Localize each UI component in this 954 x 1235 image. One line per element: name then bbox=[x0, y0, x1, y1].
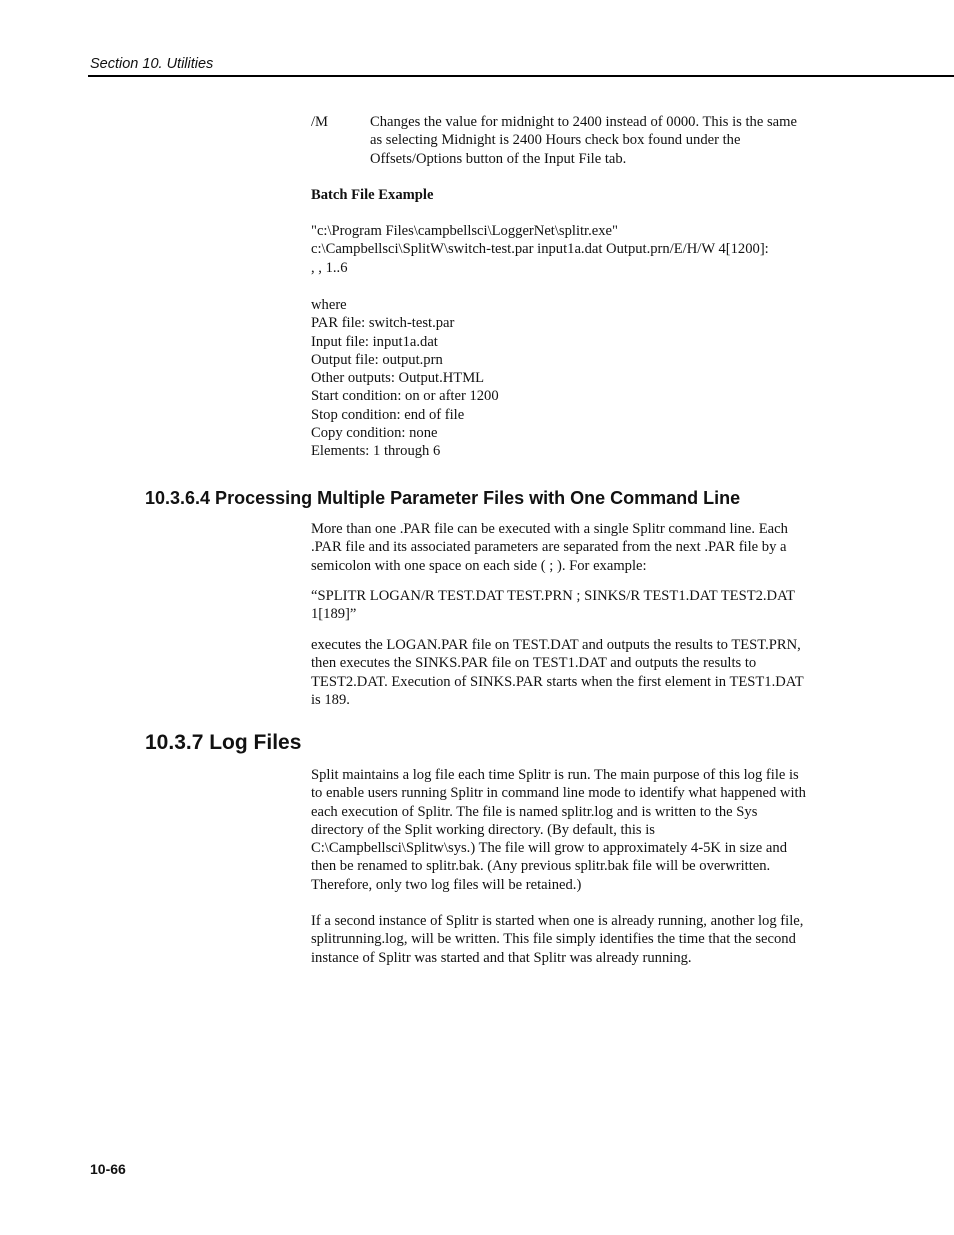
command-line-2: c:\Campbellsci\SplitW\switch-test.par input1a.dat Output.prn/E/H/W 4[1200]: bbox=[311, 241, 769, 258]
heading-10-3-6-4: 10.3.6.4 Processing Multiple Parameter Files with One Command Line bbox=[145, 488, 741, 508]
where-line: Copy condition: none bbox=[311, 425, 438, 442]
where-line: Output file: output.prn bbox=[311, 351, 443, 368]
running-header: Section 10. Utilities bbox=[90, 56, 214, 72]
page-number: 10-66 bbox=[90, 1161, 126, 1177]
example-command: “SPLITR LOGAN/R TEST.DAT TEST.PRN ; SINKS/R TEST1.DAT TEST2.DAT 1[189]” bbox=[311, 588, 795, 623]
command-line-3: , , 1..6 bbox=[311, 259, 348, 276]
batch-title: Batch File Example bbox=[311, 187, 434, 203]
where-line: Elements: 1 through 6 bbox=[311, 443, 441, 460]
option-m-entry bbox=[311, 113, 811, 168]
where-line: Stop condition: end of file bbox=[311, 406, 465, 423]
where-line: Other outputs: Output.HTML bbox=[311, 370, 485, 387]
paragraph: executes the LOGAN.PAR file on TEST.DAT and outputs the results to TEST.PRN, then executes the SINKS.PAR file on TEST1.DAT and outputs the results to TEST2.DAT. Execution of SINKS.PAR starts when the first element in TEST1.DAT is 189. bbox=[311, 637, 804, 708]
option-flag: /M bbox=[311, 114, 329, 130]
paragraph: Split maintains a log file each time Splitr is run. The main purpose of this log file is to enable users running Splitr in command line mode to identify what happened with each execution of Splitr. The file is named splitr.log and is written to the Sys directory of the Split working directory. (By default, this is C:\Campbellsci\Splitw\sys.) The file will grow to approximately 4-5K in size and then be renamed to splitr.bak. (Any previous splitr.bak file will be overwritten. Therefore, only two log files will be retained.) bbox=[311, 767, 806, 893]
where-list bbox=[311, 296, 811, 461]
paragraph: More than one .PAR file can be executed with a single Splitr command line. Each .PAR file and its associated parameters are separated from the next .PAR file by a semicolon with one space on each side ( ; ). For example: bbox=[311, 521, 788, 574]
where-line: Start condition: on or after 1200 bbox=[311, 388, 499, 405]
heading-10-3-7: 10.3.7 Log Files bbox=[145, 731, 302, 754]
where-line: Input file: input1a.dat bbox=[311, 333, 438, 350]
batch-command bbox=[311, 222, 811, 277]
where-line: PAR file: switch-test.par bbox=[311, 315, 455, 332]
option-description: Changes the value for midnight to 2400 instead of 0000. This is the same as selecting Midnight is 2400 Hours check box found under the Offsets/Options button of the Input File tab. bbox=[370, 114, 797, 167]
paragraph: If a second instance of Splitr is started when one is already running, another log file, splitrunning.log, will be written. This file simply identifies the time that the second instance of Splitr was started and that Splitr was already running. bbox=[311, 913, 804, 966]
where-line: where bbox=[311, 297, 347, 313]
header-rule bbox=[88, 75, 954, 77]
command-line-1: "c:\Program Files\campbellsci\LoggerNet\splitr.exe" bbox=[311, 223, 618, 239]
batch-example-title bbox=[311, 186, 811, 204]
